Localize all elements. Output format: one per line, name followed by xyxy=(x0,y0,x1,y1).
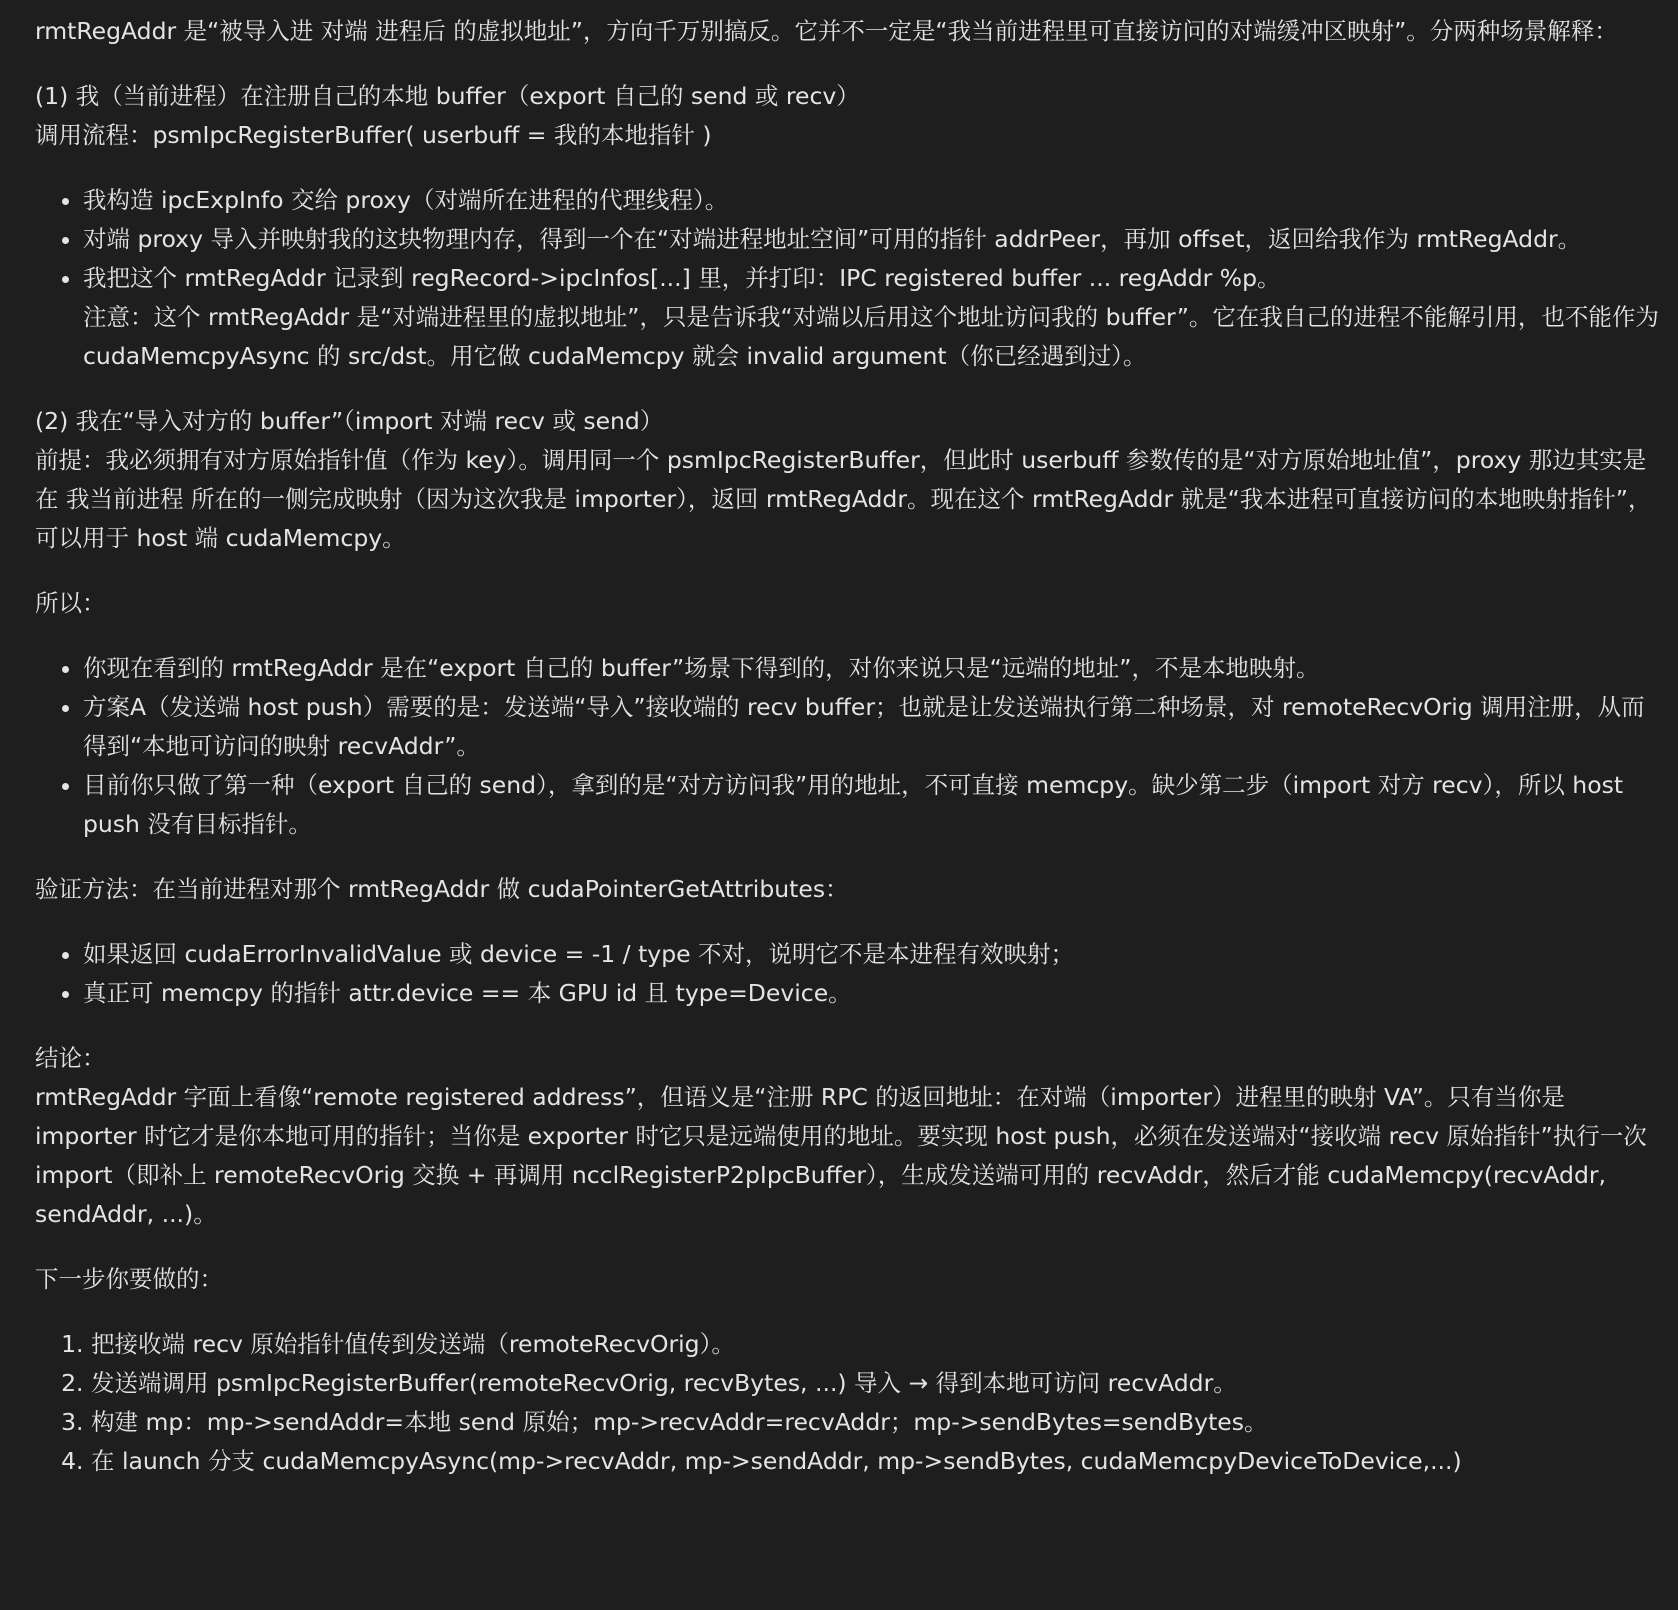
list-item-text: • 我把这个 rmtRegAddr 记录到 regRecord->ipcInfos[...] 里，并打印：IPC registered buffer ... regAddr %p。 xyxy=(83,264,1281,292)
list-item: 2. 发送端调用 psmIpcRegisterBuffer(remoteRecvOrig, recvBytes, ...) 导入 → 得到本地可访问 recvAddr。 xyxy=(91,1364,1662,1403)
case1-flow: 调用流程：psmIpcRegisterBuffer( userbuff = 我的本地指针 ) xyxy=(35,121,712,149)
case2-section xyxy=(35,402,1662,558)
case1-heading xyxy=(35,77,1662,155)
list-item: • 目前你只做了第一种（export 自己的 send），拿到的是“对方访问我”用的地址，不可直接 memcpy。缺少第二步（import 对方 recv），所以 host push 没有目标指针。 xyxy=(83,766,1662,844)
case1-title: (1) 我（当前进程）在注册自己的本地 buffer（export 自己的 send 或 recv） xyxy=(35,82,860,110)
next-label: 下一步你要做的： xyxy=(35,1265,223,1293)
list-item: • 真正可 memcpy 的指针 attr.device == 本 GPU id 且 type=Device。 xyxy=(83,974,1662,1013)
conclusion-section xyxy=(35,1039,1662,1234)
next-steps-list xyxy=(35,1325,1662,1481)
so-label: 所以： xyxy=(35,589,106,617)
case1-note: 注意：这个 rmtRegAddr 是“对端进程里的虚拟地址”，只是告诉我“对端以后用这个地址访问我的 buffer”。它在我自己的进程不能解引用，也不能作为 cudaMemcpyAsync 的 src/dst。用它做 cudaMemcpy 就会 invalid argument（你已经遇到过）。 xyxy=(83,303,1659,370)
list-item xyxy=(83,259,1662,376)
so-list xyxy=(35,649,1662,844)
list-item: 4. 在 launch 分支 cudaMemcpyAsync(mp->recvAddr, mp->sendAddr, mp->sendBytes, cudaMemcpyDeviceToDevice,...) xyxy=(91,1442,1662,1481)
list-item: • 对端 proxy 导入并映射我的这块物理内存，得到一个在“对端进程地址空间”可用的指针 addrPeer，再加 offset，返回给我作为 rmtRegAddr。 xyxy=(83,220,1662,259)
list-item: • 我构造 ipcExpInfo 交给 proxy（对端所在进程的代理线程）。 xyxy=(83,181,1662,220)
verify-list xyxy=(35,935,1662,1013)
conclusion-label: 结论： xyxy=(35,1044,106,1072)
list-item: • 如果返回 cudaErrorInvalidValue 或 device = -1 / type 不对，说明它不是本进程有效映射； xyxy=(83,935,1662,974)
verify-label: 验证方法：在当前进程对那个 rmtRegAddr 做 cudaPointerGetAttributes： xyxy=(35,875,849,903)
list-item: • 方案A（发送端 host push）需要的是：发送端“导入”接收端的 recv buffer；也就是让发送端执行第二种场景，对 remoteRecvOrig 调用注册，从而得到“本地可访问的映射 recvAddr”。 xyxy=(83,688,1662,766)
list-item: 1. 把接收端 recv 原始指针值传到发送端（remoteRecvOrig）。 xyxy=(91,1325,1662,1364)
conclusion-body: rmtRegAddr 字面上看像“remote registered address”，但语义是“注册 RPC 的返回地址：在对端（importer）进程里的映射 VA”。只有当你是 importer 时它才是你本地可用的指针；当你是 exporter 时它只是远端使用的地址。要实现 host push，必须在发送端对“接收端 recv 原始指针”执行一次 import（即补上 remoteRecvOrig 交换 + 再调用 ncclRegisterP2pIpcBuffer），生成发送端可用的 recvAddr，然后才能 cudaMemcpy(recvAddr, sendAddr, ...)。 xyxy=(35,1083,1647,1228)
case2-title: (2) 我在“导入对方的 buffer”（import 对端 recv 或 send） xyxy=(35,407,664,435)
list-item: 3. 构建 mp：mp->sendAddr=本地 send 原始；mp->recvAddr=recvAddr；mp->sendBytes=sendBytes。 xyxy=(91,1403,1662,1442)
list-item: • 你现在看到的 rmtRegAddr 是在“export 自己的 buffer”场景下得到的，对你来说只是“远端的地址”，不是本地映射。 xyxy=(83,649,1662,688)
case2-body: 前提：我必须拥有对方原始指针值（作为 key）。调用同一个 psmIpcRegisterBuffer，但此时 userbuff 参数传的是“对方原始地址值”，proxy 那边其实是在 我当前进程 所在的一侧完成映射（因为这次我是 importer），返回 rmtRegAddr。现在这个 rmtRegAddr 就是“我本进程可直接访问的本地映射指针”，可以用于 host 端 cudaMemcpy。 xyxy=(35,446,1652,552)
intro-paragraph: rmtRegAddr 是“被导入进 对端 进程后 的虚拟地址”，方向千万别搞反。它并不一定是“我当前进程里可直接访问的对端缓冲区映射”。分两种场景解释： xyxy=(35,17,1618,45)
case1-list xyxy=(35,181,1662,376)
